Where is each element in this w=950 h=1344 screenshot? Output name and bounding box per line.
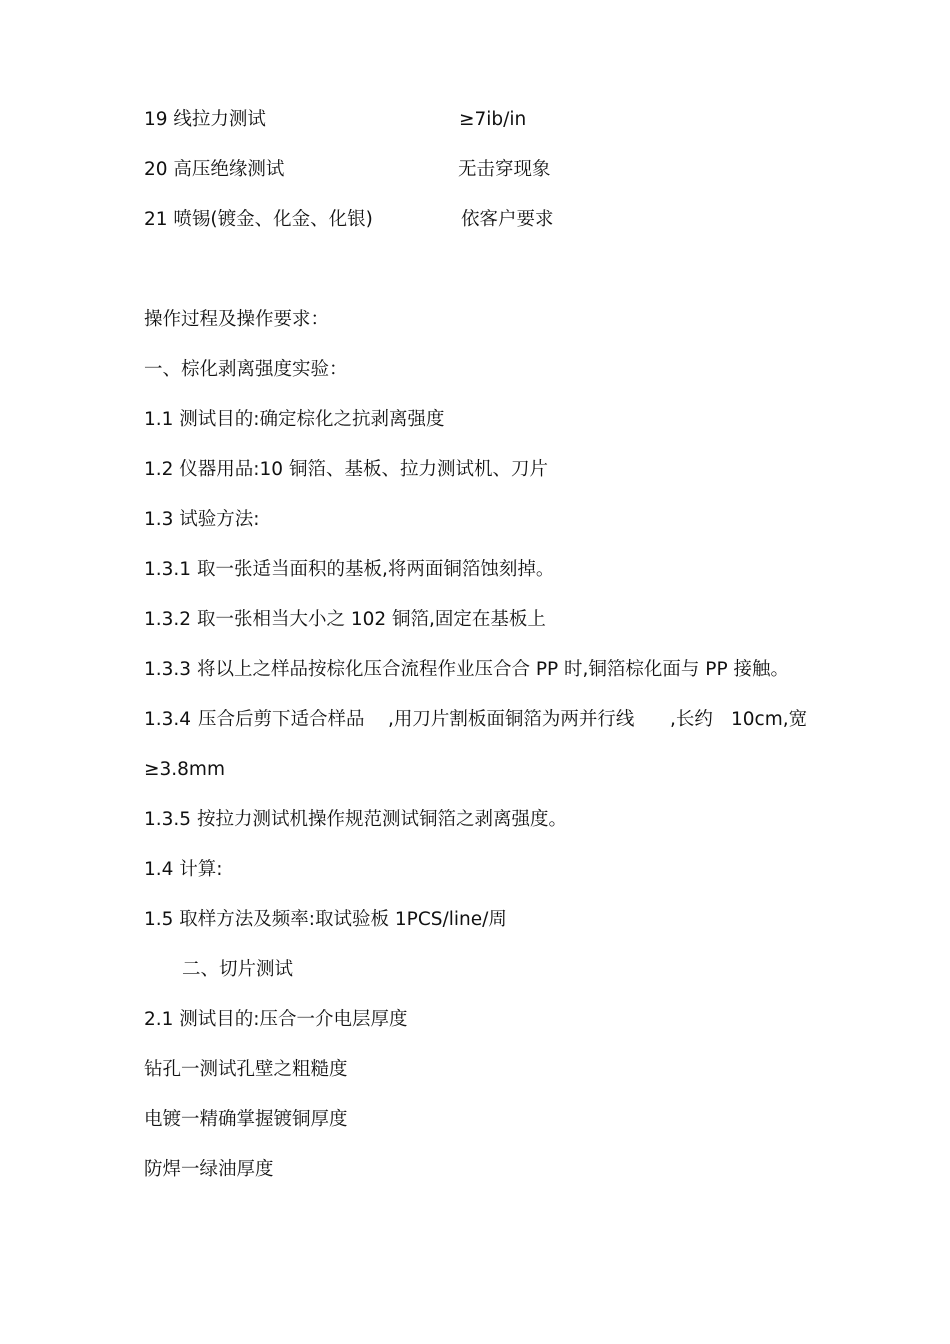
paragraph-line: ≥3.8mm bbox=[144, 759, 225, 780]
spec-name: 19 线拉力测试 bbox=[144, 109, 266, 130]
paragraph-segment: 1.3.4 bbox=[144, 709, 192, 730]
paragraph-line: 1.3 试验方法: bbox=[144, 509, 260, 530]
paragraph-line: 1.3.2 取一张相当大小之 102 铜箔,固定在基板上 bbox=[144, 609, 546, 630]
section-heading: 二、切片测试 bbox=[182, 959, 294, 980]
paragraph-line: 1.5 取样方法及频率:取试验板 1PCS/line/周 bbox=[144, 909, 507, 930]
paragraph-line: 1.3.3 将以上之样品按棕化压合流程作业压合合 PP 时,铜箔棕化面与 PP 接触。 bbox=[144, 659, 789, 680]
section-intro: 操作过程及操作要求： bbox=[144, 309, 330, 330]
spec-row bbox=[0, 108, 950, 132]
paragraph-line: 1.1 测试目的:确定棕化之抗剥离强度 bbox=[144, 409, 445, 430]
spec-name: 20 高压绝缘测试 bbox=[144, 159, 285, 180]
spec-row bbox=[0, 208, 950, 232]
spec-value: 无击穿现象 bbox=[458, 159, 551, 180]
paragraph-line: 防焊一绿油厚度 bbox=[144, 1159, 274, 1180]
paragraph-line: 1.3.5 按拉力测试机操作规范测试铜箔之剥离强度。 bbox=[144, 809, 567, 830]
spec-value: ≥7ib/in bbox=[459, 109, 527, 130]
paragraph-line: 1.3.1 取一张适当面积的基板,将两面铜箔蚀刻掉。 bbox=[144, 559, 555, 580]
paragraph-line: 电镀一精确掌握镀铜厚度 bbox=[144, 1109, 348, 1130]
paragraph-segment: ,用刀片割板面铜箔为两并行线 bbox=[388, 709, 635, 730]
spec-row bbox=[0, 158, 950, 182]
paragraph-segment: 10cm,宽 bbox=[731, 709, 808, 730]
paragraph-line bbox=[0, 708, 950, 732]
paragraph-segment: ,长约 bbox=[670, 709, 713, 730]
paragraph-line: 1.4 计算: bbox=[144, 859, 223, 880]
paragraph-line: 钻孔一测试孔壁之粗糙度 bbox=[144, 1059, 348, 1080]
spec-name: 21 喷锡(镀金、化金、化银) bbox=[144, 209, 373, 230]
paragraph-line: 1.2 仪器用品:10 铜箔、基板、拉力测试机、刀片 bbox=[144, 459, 548, 480]
paragraph-segment: 压合后剪下适合样品 bbox=[198, 709, 365, 730]
section-heading: 一、棕化剥离强度实验： bbox=[144, 359, 348, 380]
spec-value: 依客户要求 bbox=[461, 209, 554, 230]
paragraph-line: 2.1 测试目的:压合一介电层厚度 bbox=[144, 1009, 408, 1030]
